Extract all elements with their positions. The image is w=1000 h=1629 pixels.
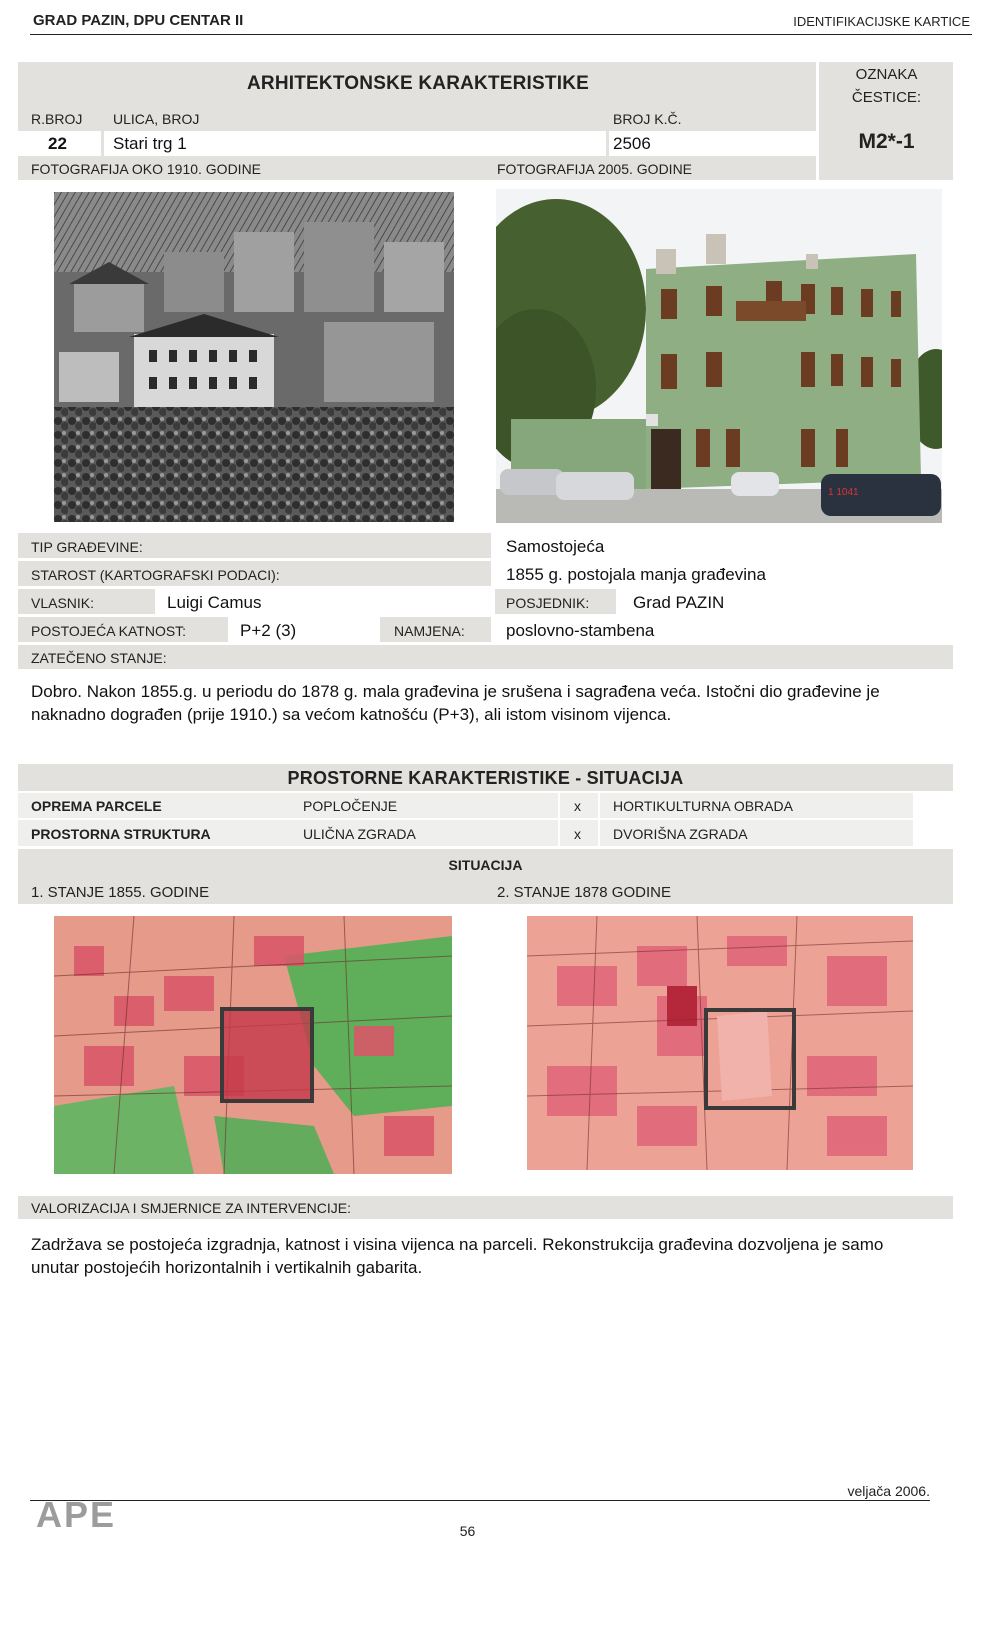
cadastral-map-1855 <box>54 916 452 1174</box>
stanje-text: Dobro. Nakon 1855.g. u periodu do 1878 g. mala građevina je srušena i sagrađena veća. Istočni dio građevine je naknadno dograđen (prije 1910.) sa većom katnošću (P+3), ali istom visinom vijenca. <box>31 682 880 724</box>
footer-divider <box>30 1500 930 1501</box>
tip-value: Samostojeća <box>506 537 605 556</box>
starost-value: 1855 g. postojala manja građevina <box>506 565 766 584</box>
situacija-title: SITUACIJA <box>448 857 523 873</box>
address-sep-2 <box>606 131 609 156</box>
historic-photo <box>54 192 454 522</box>
page-number: 56 <box>459 1523 476 1539</box>
map1-label: 1. STANJE 1855. GODINE <box>31 884 210 901</box>
map2-label: 2. STANJE 1878 GODINE <box>497 884 671 901</box>
prostor-col-sep-1 <box>558 793 560 846</box>
current-photo <box>496 189 942 523</box>
rbroj-label: R.BROJ <box>31 111 83 127</box>
oprema-label: OPREMA PARCELE <box>31 798 162 814</box>
struktura-option-2: DVORIŠNA ZGRADA <box>613 826 748 842</box>
car-plate-text: 1 1041 <box>828 487 859 498</box>
oprema-mark: x <box>574 798 581 814</box>
rbroj-value: 22 <box>48 134 67 153</box>
header-divider <box>30 34 972 35</box>
katnost-value: P+2 (3) <box>240 621 297 640</box>
oprema-option-1: POPLOČENJE <box>303 798 398 814</box>
ulica-value: Stari trg 1 <box>113 134 187 153</box>
tip-label: TIP GRAĐEVINE: <box>31 539 143 555</box>
vlasnik-label: VLASNIK: <box>31 595 95 611</box>
brojkc-value: 2506 <box>613 134 651 153</box>
header-section: IDENTIFIKACIJSKE KARTICE <box>793 14 970 29</box>
struktura-option-1: ULIČNA ZGRADA <box>303 826 416 842</box>
address-sep-1 <box>101 131 104 156</box>
oznaka-label-2: ČESTICE: <box>851 89 922 106</box>
struktura-label: PROSTORNA STRUKTURA <box>31 826 211 842</box>
namjena-value: poslovno-stambena <box>506 621 655 640</box>
arch-title: ARHITEKTONSKE KARAKTERISTIKE <box>247 73 589 94</box>
katnost-label: POSTOJEĆA KATNOST: <box>31 623 187 639</box>
prostor-col-sep-2 <box>598 793 600 846</box>
prostor-row-sep <box>18 818 913 820</box>
photo-old-label: FOTOGRAFIJA OKO 1910. GODINE <box>31 161 262 177</box>
prostor-title: PROSTORNE KARAKTERISTIKE - SITUACIJA <box>287 768 684 788</box>
stanje-label: ZATEČENO STANJE: <box>31 650 167 666</box>
oznaka-value: M2*-1 <box>858 130 915 153</box>
starost-label: STAROST (KARTOGRAFSKI PODACI): <box>31 567 280 583</box>
oznaka-label-1: OZNAKA <box>855 66 918 83</box>
cadastral-map-1878 <box>527 916 913 1170</box>
struktura-mark: x <box>574 826 581 842</box>
brojkc-label: BROJ K.Č. <box>613 111 682 127</box>
valorizacija-label: VALORIZACIJA I SMJERNICE ZA INTERVENCIJE: <box>31 1200 351 1216</box>
valorizacija-text: Zadržava se postojeća izgradnja, katnost i visina vijenca na parceli. Rekonstrukcija građevina dozvoljena je samo unutar postojećih horizontalnih i vertikalnih gabarita. <box>31 1235 884 1277</box>
footer-date: veljača 2006. <box>847 1483 930 1499</box>
ulica-label: ULICA, BROJ <box>113 111 200 127</box>
posjednik-value: Grad PAZIN <box>633 593 725 612</box>
namjena-label: NAMJENA: <box>394 623 465 639</box>
photo-new-label: FOTOGRAFIJA 2005. GODINE <box>497 161 693 177</box>
vlasnik-value: Luigi Camus <box>167 593 262 612</box>
oprema-option-2: HORTIKULTURNA OBRADA <box>613 798 793 814</box>
ape-logo: APE <box>36 1494 117 1535</box>
oznaka-divider <box>816 62 819 180</box>
posjednik-label: POSJEDNIK: <box>506 595 590 611</box>
header-title: GRAD PAZIN, DPU CENTAR II <box>33 12 244 29</box>
